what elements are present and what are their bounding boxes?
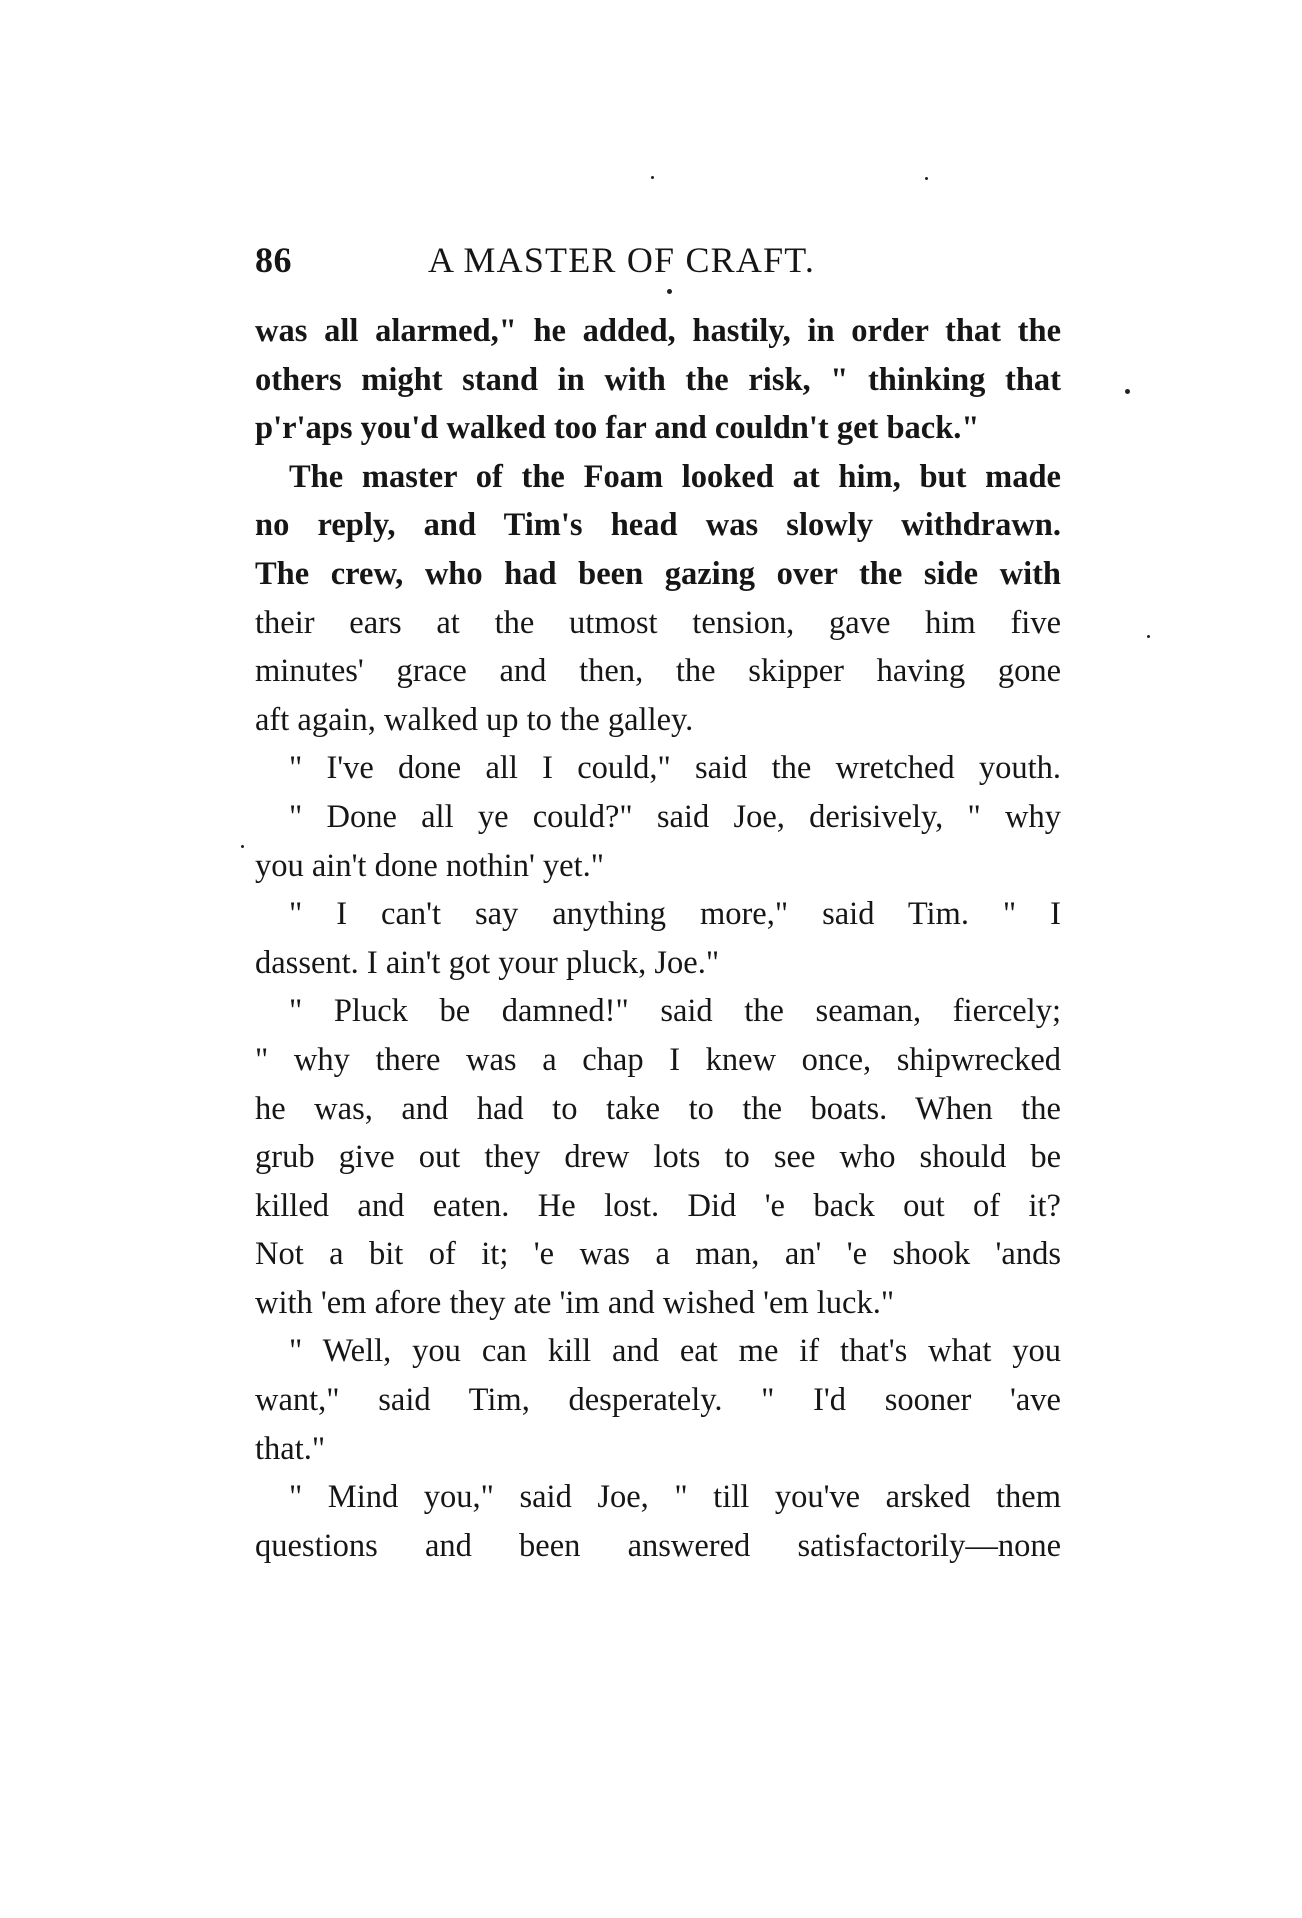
text-line: " Well, you can kill and eat me if that's what you [289,1333,1061,1370]
text-line: he was, and had to take to the boats. When the [255,1090,1061,1127]
print-speck [925,177,928,180]
print-speck [1147,635,1150,638]
print-speck [241,845,244,848]
print-speck [667,289,672,294]
text-line: " Pluck be damned!" said the seaman, fiercely; [289,993,1061,1030]
text-line: you ain't done nothin' yet." [255,847,605,884]
text-line: their ears at the utmost tension, gave him five [255,604,1061,641]
text-line: minutes' grace and then, the skipper having gone [255,653,1061,690]
paragraph [255,890,1061,987]
text-line: Not a bit of it; 'e was a man, an' 'e shook 'ands [255,1236,1061,1273]
running-title: A MASTER OF CRAFT. [428,240,816,280]
text-line: The master of the Foam looked at him, but made [289,458,1061,495]
text-line: was all alarmed," he added, hastily, in order that the [255,313,1061,349]
text-line: " Mind you," said Joe, " till you've arsked them [289,1479,1061,1516]
text-line: dassent. I ain't got your pluck, Joe." [255,944,720,981]
paragraph [255,1473,1061,1570]
print-speck [1125,389,1130,394]
paragraph [255,453,1061,745]
text-line: no reply, and Tim's head was slowly withdrawn. [255,507,1061,544]
paragraph [255,744,1061,793]
text-line: others might stand in with the risk, " thinking that [255,361,1061,398]
running-head [255,238,1061,282]
page-number: 86 [255,240,292,280]
text-line: " I've done all I could," said the wretched youth. [289,750,1061,787]
text-line: killed and eaten. He lost. Did 'e back out of it? [255,1187,1061,1224]
text-line: that." [255,1430,326,1467]
text-line: questions and been answered satisfactorily—none [255,1527,1061,1564]
paragraph [255,793,1061,890]
text-line: The crew, who had been gazing over the side with [255,555,1061,592]
text-line: want," said Tim, desperately. " I'd sooner 'ave [255,1382,1061,1419]
text-line: aft again, walked up to the galley. [255,701,694,738]
body-text [255,307,1061,1570]
print-speck [651,176,654,179]
text-line: " Done all ye could?" said Joe, derisively, " why [289,798,1061,835]
paragraph [255,987,1061,1327]
paragraph [255,307,1061,453]
text-line: p'r'aps you'd walked too far and couldn't get back." [255,410,980,447]
text-line: " I can't say anything more," said Tim. " I [289,896,1061,933]
text-line: grub give out they drew lots to see who should be [255,1139,1061,1176]
text-line: " why there was a chap I knew once, shipwrecked [255,1041,1061,1078]
paragraph [255,1327,1061,1473]
text-line: with 'em afore they ate 'im and wished 'em luck." [255,1284,895,1321]
